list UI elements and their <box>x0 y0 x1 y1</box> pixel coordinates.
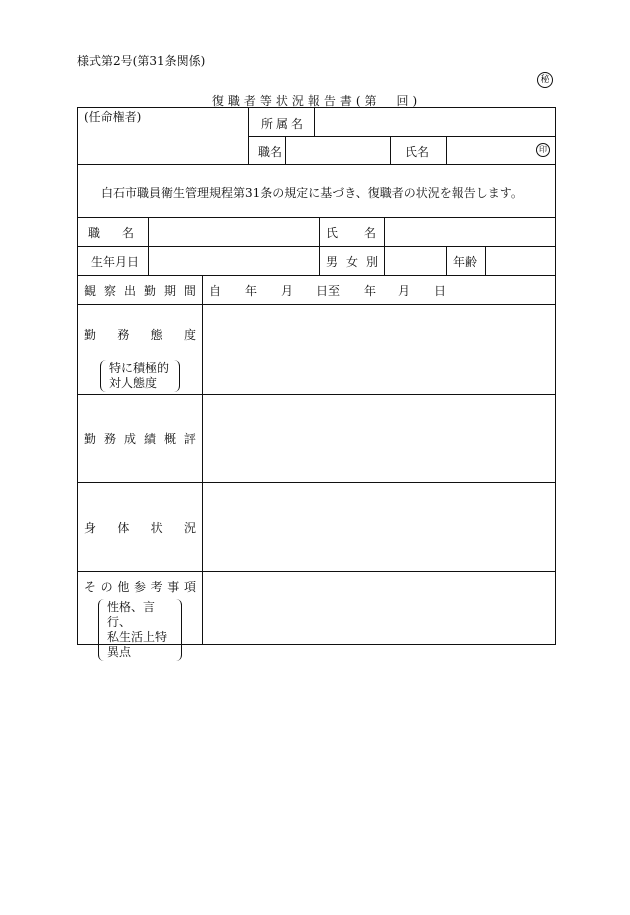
row-divider <box>78 217 556 218</box>
column-divider <box>319 217 320 275</box>
other-notes-value[interactable] <box>204 573 554 644</box>
affiliation-value[interactable] <box>316 110 554 134</box>
observation-period-label: 観 察 出 勤 期 間 <box>84 284 196 298</box>
row-divider <box>78 164 556 165</box>
name-value[interactable] <box>448 138 533 162</box>
other-notes-note <box>98 599 182 661</box>
appointer-label: (任命権者) <box>84 110 142 124</box>
sex-label: 男 女 別 <box>326 255 378 269</box>
period-year: 年 <box>245 284 258 298</box>
other-notes-label: そ の 他 参 考 事 項 <box>84 580 196 594</box>
row-divider <box>248 136 556 137</box>
confidential-seal-icon: 秘 <box>537 72 553 88</box>
statement-text: 白石市職員衛生管理規程第31条の規定に基づき、復職者の状況を報告します。 <box>101 186 523 200</box>
row-divider <box>78 275 556 276</box>
period-day-to: 日至 <box>316 284 341 298</box>
position-label: 職名 <box>258 145 283 159</box>
affiliation-label: 所 属 名 <box>261 117 303 131</box>
age-label: 年齢 <box>453 255 478 269</box>
form-number: 様式第2号(第31条関係) <box>77 54 206 68</box>
column-divider <box>148 217 149 275</box>
work-attitude-note-line1: 特に積極的 <box>109 361 170 375</box>
document-title: 復職者等状況報告書(第 回) <box>211 94 422 108</box>
personal-name-value[interactable] <box>386 219 554 244</box>
column-divider <box>314 108 315 136</box>
performance-summary-label: 勤 務 成 績 概 評 <box>84 432 196 446</box>
other-notes-note-line2: 私生活上特 <box>107 630 168 644</box>
other-notes-note-line1: 性格、言行、 <box>107 600 156 629</box>
column-divider <box>485 246 486 275</box>
column-divider <box>384 217 385 275</box>
performance-summary-value[interactable] <box>204 396 554 480</box>
personal-name-label: 氏 名 <box>326 226 376 240</box>
column-divider <box>390 136 391 164</box>
column-divider <box>248 108 249 164</box>
column-divider <box>446 136 447 164</box>
period-day-end: 日 <box>434 284 447 298</box>
birthdate-value[interactable] <box>150 248 317 273</box>
column-divider <box>446 246 447 275</box>
sex-value[interactable] <box>386 248 444 273</box>
row-divider <box>78 394 556 395</box>
work-attitude-note-line2: 対人態度 <box>109 376 158 390</box>
column-divider <box>285 136 286 164</box>
other-notes-note-line3: 異点 <box>107 645 132 659</box>
personal-position-label: 職 名 <box>88 226 134 240</box>
period-year-end: 年 <box>364 284 377 298</box>
period-from: 自 <box>209 284 222 298</box>
row-divider <box>78 571 556 572</box>
name-seal-icon: 印 <box>536 143 550 157</box>
physical-condition-value[interactable] <box>204 484 554 569</box>
work-attitude-note <box>100 360 180 392</box>
work-attitude-value[interactable] <box>204 306 554 392</box>
period-month-end: 月 <box>398 284 411 298</box>
row-divider <box>78 482 556 483</box>
name-label: 氏名 <box>405 145 430 159</box>
physical-condition-label: 身 体 状 況 <box>84 521 196 535</box>
period-month: 月 <box>281 284 294 298</box>
report-form <box>77 107 556 659</box>
row-divider <box>78 304 556 305</box>
work-attitude-label: 勤 務 態 度 <box>84 328 196 342</box>
age-value[interactable] <box>487 248 554 273</box>
birthdate-label: 生年月日 <box>91 255 140 269</box>
column-divider <box>202 275 203 645</box>
personal-position-value[interactable] <box>150 219 317 244</box>
position-value[interactable] <box>287 138 388 162</box>
